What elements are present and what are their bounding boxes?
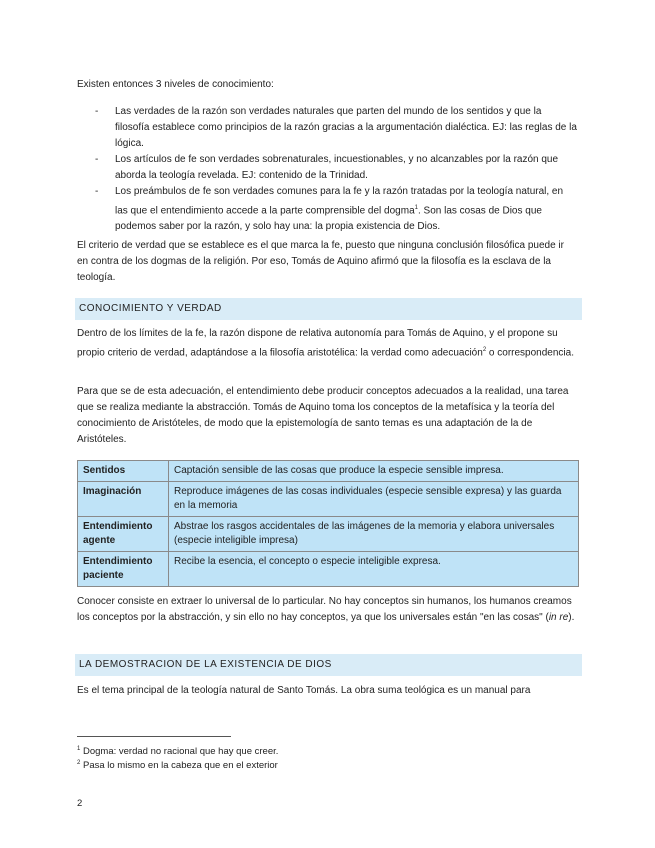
paragraph-universal	[77, 594, 577, 626]
table-cell-value: Abstrae los rasgos accidentales de las imágenes de la memoria y elabora universales (especie inteligible impresa)	[169, 517, 579, 552]
table-cell-key: Imaginación	[78, 482, 169, 517]
table-cell-value: Captación sensible de las cosas que produce la especie sensible impresa.	[169, 461, 579, 482]
list-item	[77, 104, 577, 152]
paragraph-tema-principal: Es el tema principal de la teología natural de Santo Tomás. La obra suma teológica es un manual para	[77, 685, 531, 696]
footnote-2	[77, 756, 278, 773]
table-cell-key: Sentidos	[78, 461, 169, 482]
paragraph-text-cont: ).	[568, 612, 575, 623]
footnote-divider	[77, 736, 231, 737]
bullet-dash: -	[95, 186, 99, 197]
list-item-text-cont: . Son las cosas de Dios que podemos saber por la razón, y solo hay una: la propia existencia de Dios.	[115, 205, 542, 233]
table-cell-key: Entendimiento agente	[78, 517, 169, 552]
paragraph-text-cont: o correspondencia.	[486, 347, 574, 359]
paragraph-text: Dentro de los límites de la fe, la razón dispone de relativa autonomía para Tomás de Aquino, y el propone su propio criterio de verdad, adaptándose a la filosofía aristotélica: la verdad como adecuación	[77, 328, 558, 359]
footnote-number: 2	[77, 760, 81, 766]
list-item	[77, 152, 577, 184]
table-row	[78, 461, 579, 482]
footnote-ref[interactable]: 2	[482, 347, 487, 353]
footnote-number: 1	[77, 746, 81, 752]
paragraph-abstraccion: Para que se de esta adecuación, el entendimiento debe producir conceptos adecuados a la realidad, una tarea que se realiza mediante la abstracción. Tomás de Aquino toma los conceptos de la metafísica y la teoría del conocimiento de Aristóteles, de modo que la epistemología de santo temas es una adaptación de la de Aristóteles.	[77, 386, 569, 445]
table-cell-key: Entendimiento paciente	[78, 552, 169, 587]
table-row	[78, 552, 579, 587]
paragraph-text: Conocer consiste en extraer lo universal de lo particular. No hay conceptos sin humanos, los humanos creamos los conceptos por la abstracción, y sin ello no hay conceptos, ya que los universales están "en las cosas" (	[77, 596, 572, 623]
list-item-text: Los preámbulos de fe son verdades comunes para la fe y la razón tratadas por la teología natural, en las que el entendimiento accede a la parte comprensible del dogma	[115, 186, 564, 217]
knowledge-levels-list	[77, 104, 577, 235]
knowledge-table	[77, 460, 579, 587]
list-item-text: Los artículos de fe son verdades sobrenaturales, incuestionables, y no alcanzables por la razón que aborda la teología revelada. EJ: contenido de la Trinidad.	[115, 154, 559, 181]
bullet-dash: -	[95, 154, 99, 165]
footnote-text: Dogma: verdad no racional que hay que creer.	[80, 746, 279, 758]
list-item	[77, 184, 577, 235]
footnote-text: Pasa lo mismo en la cabeza que en el exterior	[80, 760, 278, 772]
bullet-dash: -	[95, 106, 99, 117]
paragraph-autonomia	[77, 326, 577, 361]
list-item-text: Las verdades de la razón son verdades naturales que parten del mundo de los sentidos y que la filosofía establece como principios de la razón gracias a la argumentación dialéctica. EJ: las reglas de la lógica.	[115, 106, 577, 149]
section-heading-existencia-dios: LA DEMOSTRACION DE LA EXISTENCIA DE DIOS	[75, 654, 582, 676]
intro-text: Existen entonces 3 niveles de conocimiento:	[77, 79, 274, 90]
table-row	[78, 482, 579, 517]
section-heading-conocimiento: CONOCIMIENTO Y VERDAD	[75, 298, 582, 320]
page-number: 2	[77, 798, 83, 809]
table-cell-value: Reproduce imágenes de las cosas individuales (especie sensible expresa) y las guarda en la memoria	[169, 482, 579, 517]
table-row	[78, 517, 579, 552]
criterio-paragraph: El criterio de verdad que se establece es el que marca la fe, puesto que ninguna conclusión filosófica puede ir en contra de los dogmas de la religión. Por eso, Tomás de Aquino afirmó que la filosofía es la esclava de la teología.	[77, 240, 564, 283]
footnote-ref[interactable]: 1	[414, 205, 418, 211]
latin-term: in re	[548, 612, 569, 623]
table-cell-value: Recibe la esencia, el concepto o especie inteligible expresa.	[169, 552, 579, 587]
